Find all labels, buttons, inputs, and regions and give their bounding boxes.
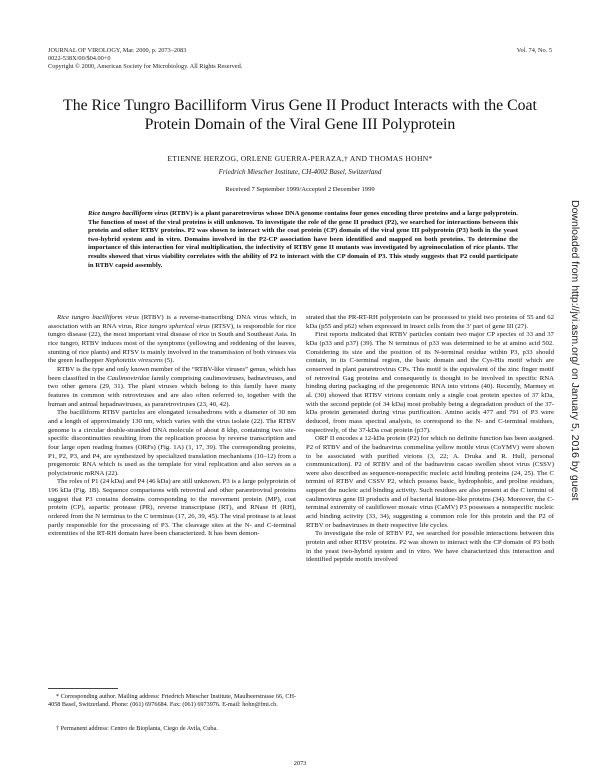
received-dates: Received 7 September 1999/Accepted 2 December 1999 xyxy=(225,186,375,193)
body-column-right xyxy=(306,314,554,565)
body-column-left xyxy=(48,314,296,539)
text: family comprising caulimoviruses, badnaviruses, and two other genera (29, 31). The plant viruses which belong to this family have many features in common with retroviruses and are also often referred to, together with the human and animal hepadnaviruses, as pararetroviruses (23, 40, 42). xyxy=(48,374,296,408)
family-name: Caulimoviridae xyxy=(107,374,150,382)
virus-name: Rice tungro spherical virus xyxy=(135,322,210,330)
author-list: ETIENNE HERZOG, ORLENE GUERRA-PERAZA,† AND THOMAS HOHN* xyxy=(167,154,433,163)
paragraph: First reports indicated that RTBV particles contain two major CP species of 33 and 37 kDa (p33 and p37) (39). The N terminus of p33 was determined to be at amino acid 502. Considering its size and the position of its N-terminal residue within P3, p33 should contain, in its C-terminal region, the basic domain and the Cys-His motif which are conserved in plant pararetrovirus CPs. This motif is the equivalent of the zinc finger motif of retroviral Gag proteins and consequently is thought to be involved in specific RNA binding during packaging of the pregenomic RNA into virions (40). Recently, Marmey et al. (30) showed that RTBV virions contain only a single coat protein species of 37 kDa, with the second peptide (of 34 kDa) most probably being a degradation product of the 37-kDa protein generated during virus purification. Amino acids 477 and 791 of P3 were deduced, from mass spectral analysis, to correspond to the N- and C-terminal residues, respectively, of the 37-kDa coat protein (p37). xyxy=(306,331,554,434)
issn-line: 0022-538X/00/$04.00+0 xyxy=(48,55,111,62)
footnote-rule xyxy=(48,688,118,689)
footnote-corresponding: * Corresponding author. Mailing address: Friedrich Miescher Institute, Maulbeerstrasse 66, CH-4058 Basel, Switzerland. Phone: (061) 6976684. Fax: (061) 6973976. E-mail: hohn@fmi.ch. xyxy=(48,693,296,708)
footnote-permanent: † Permanent address: Centro de Bioplanta, Ciego de Avila, Cuba. xyxy=(56,725,218,732)
text: (RTBV) is a reverse-transcribing DNA virus which, in association with an RNA virus, xyxy=(48,314,296,330)
paragraph: The bacilliform RTBV particles are elongated icosahedrons with a diameter of 30 nm and a length of approximately 130 nm, which varies with the virus isolate (22). The RTBV genome is a circular double-stranded DNA molecule of about 8 kbp, containing two site-specific discontinuities resulting from the replication process by reverse transcription and four large open reading frames (ORFs) (Fig. 1A) (1, 17, 39). The corresponding proteins, P1, P2, P3, and P4, are synthesized by specialized translation mechanisms (10–12) from a pregenomic RNA which is used as the template for viral replication and also serves as a polycistronic mRNA (22). xyxy=(48,409,296,477)
paragraph: The roles of P1 (24 kDa) and P4 (46 kDa) are still unknown. P3 is a large polyprotein of 196 kDa (Fig. 1B). Sequence comparisons with retroviral and other pararetroviral proteins suggest that P3 contains domains corresponding to the movement protein (MP), coat protein (CP), aspartic protease (PR), reverse transcriptase (RT), and RNase H (RH), ordered from the N terminus to the C terminus (17, 26, 39, 45). The viral protease is at least partly responsible for the processing of P3. The cleavage sites at the N- and C-terminal extremities of the RT-RH domain have been characterized. It has been demon- xyxy=(48,478,296,538)
paragraph: To investigate the role of RTBV P2, we searched for possible interactions between this protein and other RTBV proteins. P2 was shown to interact with the CP domain of P3 both in the yeast two-hybrid system and in vitro. We have characterized this interaction and identified peptide motifs involved xyxy=(306,530,554,564)
abstract-virus-name: Rice tungro bacilliform virus xyxy=(88,210,169,217)
volume-info: Vol. 74, No. 5 xyxy=(516,47,552,54)
page-number: 2073 xyxy=(293,760,307,767)
text: RTBV is the type and only known member of the “RTBV-like viruses” genus, which has been classified in the xyxy=(48,365,296,382)
text: (5). xyxy=(162,357,175,365)
abstract xyxy=(88,210,518,270)
paragraph xyxy=(48,314,296,366)
journal-line: JOURNAL OF VIROLOGY, Mar. 2000, p. 2073–2083 xyxy=(48,47,187,54)
copyright-line: Copyright © 2000, American Society for Microbiology. All Rights Reserved. xyxy=(48,63,243,70)
article-title: The Rice Tungro Bacilliform Virus Gene II Product Interacts with the Coat Protein Domain of the Viral Gene III Polyprotein xyxy=(63,97,537,133)
virus-name: Rice tungro bacilliform virus xyxy=(57,314,139,321)
text: (RTSV), is responsible for rice tungro disease (22), the most important viral disease of rice in South and Southeast Asia. In rice tungro, RTBV induces most of the symptoms (yellowing and reddening of the leaves, stunting of rice plants) and RTSV is mainly involved in the transmission of both viruses via the green leafhopper xyxy=(48,322,296,365)
paragraph: ORF II encodes a 12-kDa protein (P2) for which no definite function has been assigned. P2 of RTBV and of the badnavirus commelina yellow mottle virus (CoYMV) were shown to be associated with purified virions (3, 22; A. Druka and R. Hull, personal communication). P2 of RTBV and of the badnavirus cacao swollen shoot virus (CSSV) were also described as sequence-nonspecific nucleic acid binding proteins (24, 25). The C termini of RTBV and CSSV P2, which possess basic, hydrophobic, and proline residues, support the nucleic acid binding activity. Such residues are also present at the C termini of caulimovirus gene III products and of bacterial histone-like proteins (34). Moreover, the C-terminal extremity of cauliflower mosaic virus (CaMV) P3 possesses a nonspecific nucleic acid binding activity (33, 34), suggesting a common role for this protein and the P2 of RTBV or badnaviruses in their respective life cycles. xyxy=(306,435,554,529)
abstract-text: (RTBV) is a plant pararetrovirus whose DNA genome contains four genes encoding three proteins and a large polyprotein. The function of most of the viral proteins is still unknown. To investigate the role of the gene II product (P2), we searched for interactions between this protein and other RTBV proteins. P2 was shown to interact with the coat protein (CP) domain of the viral gene III polyprotein (P3) both in the yeast two-hybrid system and in vitro. Domains involved in the P2-CP association have been identified and mapped on both proteins. To determine the importance of this interaction for viral multiplication, the infectivity of RTBV gene II mutants was investigated by agroinoculation of rice plants. The results showed that virus viability correlates with the ability of P2 to interact with the CP domain of P3. This study suggests that P2 could participate in RTBV capsid assembly. xyxy=(88,210,518,269)
paragraph: strated that the PR-RT-RH polyprotein can be processed to yield two proteins of 55 and 62 kDa (p55 and p62) when expressed in insect cells from the 3′ part of gene III (27). xyxy=(306,314,554,330)
species-name: Nephotettix virescens xyxy=(105,357,163,365)
download-stamp: Downloaded from http://jvi.asm.org/ on January 5, 2016 by guest xyxy=(569,200,581,501)
paragraph xyxy=(48,366,296,409)
affiliation: Friedrich Miescher Institute, CH-4002 Basel, Switzerland xyxy=(218,168,382,176)
